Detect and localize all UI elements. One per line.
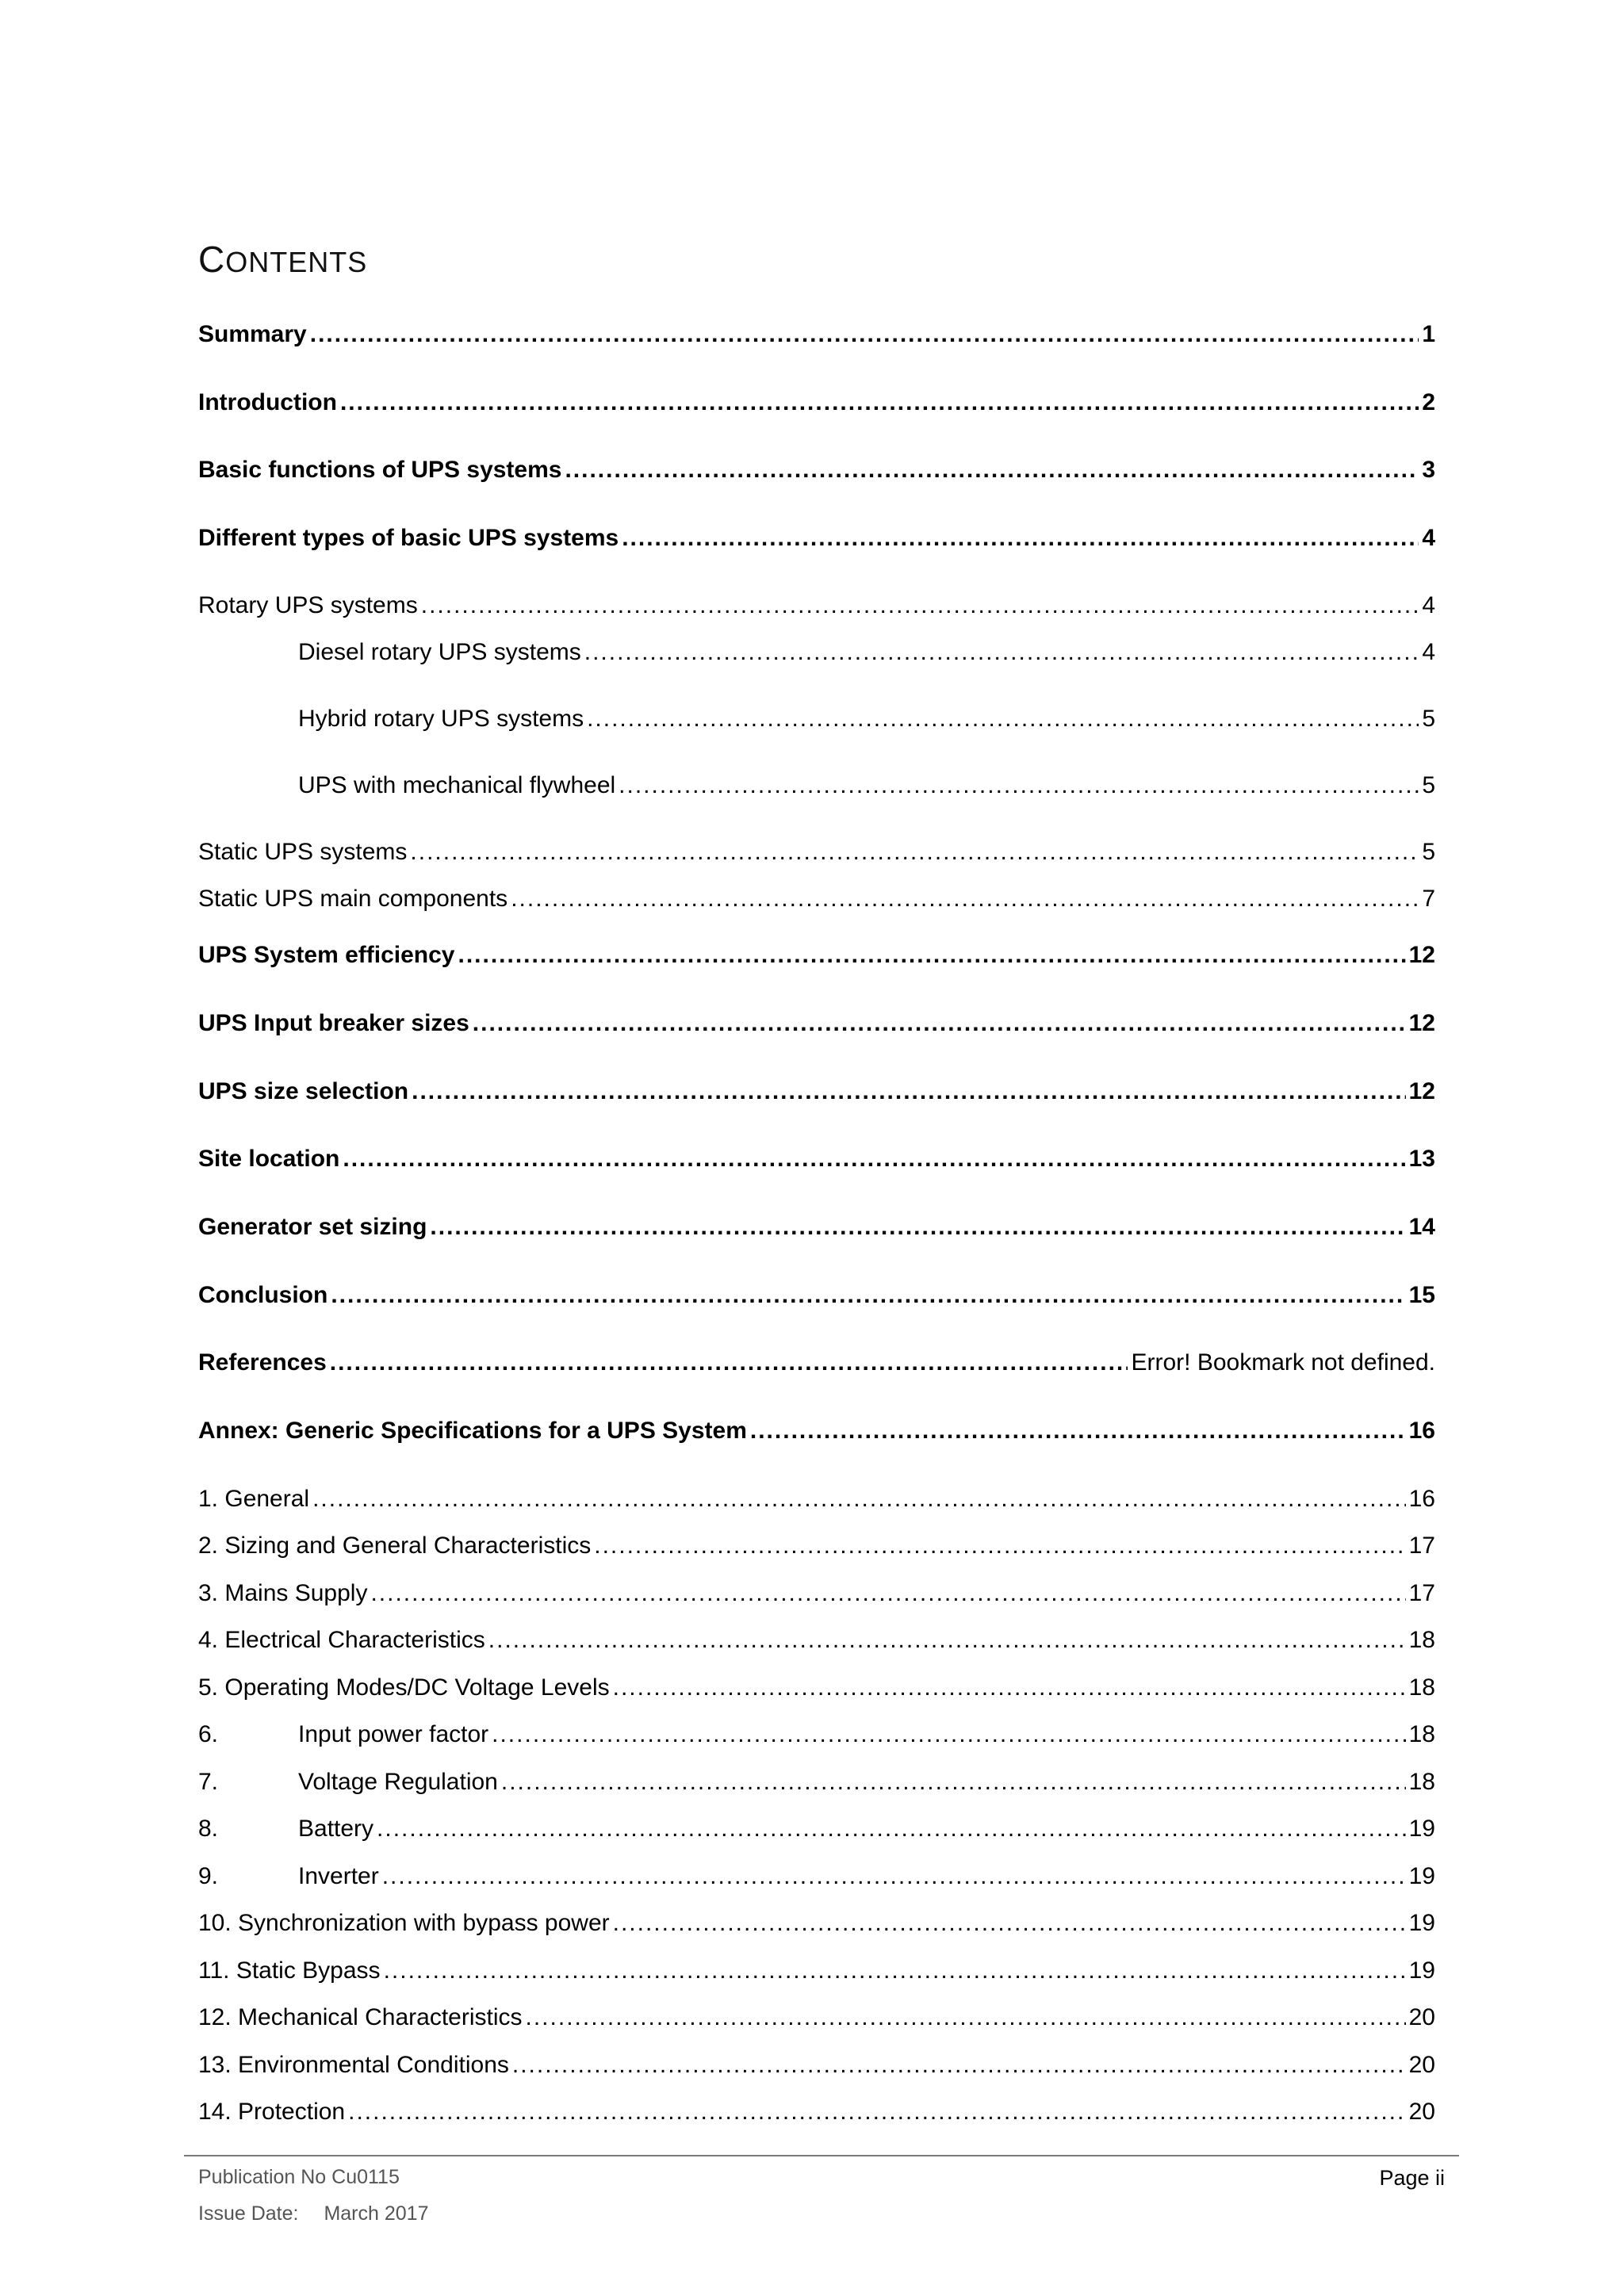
toc-dot-leader bbox=[587, 702, 1419, 737]
toc-entry-label: Different types of basic UPS systems bbox=[198, 525, 619, 551]
toc-dot-leader bbox=[750, 1414, 1406, 1448]
toc-entry-title bbox=[198, 1670, 610, 1705]
toc-entry[interactable] bbox=[198, 453, 1435, 488]
toc-entry[interactable] bbox=[198, 1345, 1435, 1380]
toc-entry-title bbox=[198, 1576, 367, 1611]
toc-entry[interactable] bbox=[198, 1859, 1435, 1894]
toc-entry-page: 18 bbox=[1408, 1627, 1435, 1653]
toc-entry-title bbox=[198, 1074, 408, 1109]
toc-entry[interactable] bbox=[198, 521, 1435, 556]
toc-entry-page: 4 bbox=[1422, 592, 1435, 618]
toc-entry[interactable] bbox=[198, 938, 1435, 973]
toc-entry-page: 18 bbox=[1408, 1674, 1435, 1701]
toc-entry-label: 3. Mains Supply bbox=[198, 1580, 368, 1606]
toc-entry[interactable] bbox=[198, 1482, 1435, 1517]
toc-entry[interactable] bbox=[198, 702, 1435, 737]
issue-date-value: March 2017 bbox=[324, 2202, 429, 2225]
toc-entry-title bbox=[198, 385, 337, 420]
toc-entry-page: 3 bbox=[1422, 457, 1435, 483]
toc-entry-label: 13. Environmental Conditions bbox=[198, 2052, 509, 2078]
toc-entry[interactable] bbox=[198, 385, 1435, 420]
toc-entry-page: 19 bbox=[1408, 1957, 1435, 1984]
toc-entry[interactable] bbox=[198, 1210, 1435, 1245]
toc-entry-label: Input power factor bbox=[298, 1721, 489, 1747]
toc-dot-leader bbox=[430, 1210, 1405, 1245]
toc-entry[interactable] bbox=[198, 1278, 1435, 1313]
toc-dot-leader bbox=[343, 1142, 1405, 1177]
toc-entry-page: 7 bbox=[1422, 886, 1435, 912]
toc-entry-title bbox=[198, 1812, 373, 1846]
page-number: Page ii bbox=[1379, 2166, 1445, 2190]
toc-entry-label: 10. Synchronization with bypass power bbox=[198, 1910, 610, 1936]
toc-entry-label: 2. Sizing and General Characteristics bbox=[198, 1533, 592, 1559]
toc-entry[interactable] bbox=[198, 1812, 1435, 1846]
toc-entry-label: Generator set sizing bbox=[198, 1214, 427, 1240]
toc-dot-leader bbox=[412, 1074, 1406, 1109]
toc-entry-label: UPS size selection bbox=[198, 1078, 409, 1104]
toc-dot-leader bbox=[382, 1859, 1406, 1894]
toc-entry-page: 19 bbox=[1408, 1863, 1435, 1889]
publication-number: Publication No Cu0115 bbox=[198, 2166, 400, 2188]
toc-dot-leader bbox=[310, 317, 1419, 352]
toc-entry-title bbox=[198, 2048, 509, 2083]
toc-entry-page: 20 bbox=[1408, 2099, 1435, 2125]
toc-entry-title bbox=[198, 2095, 345, 2130]
toc-dot-leader bbox=[370, 1576, 1405, 1611]
toc-entry-page: 5 bbox=[1422, 706, 1435, 732]
toc-entry-page: 1 bbox=[1422, 321, 1435, 347]
toc-entry-title bbox=[198, 1482, 309, 1517]
toc-dot-leader bbox=[492, 1717, 1405, 1752]
toc-entry-number: 8. bbox=[198, 1816, 219, 1842]
toc-entry-title bbox=[198, 521, 619, 556]
toc-entry-title bbox=[198, 1765, 498, 1800]
toc-entry-label: Diesel rotary UPS systems bbox=[298, 639, 581, 665]
issue-date bbox=[198, 2202, 428, 2225]
toc-entry-page: 13 bbox=[1408, 1146, 1435, 1172]
toc-dot-leader bbox=[622, 521, 1419, 556]
toc-entry-label: Introduction bbox=[198, 389, 337, 415]
toc-entry[interactable] bbox=[198, 2048, 1435, 2083]
toc-entry-page: 15 bbox=[1408, 1282, 1435, 1308]
toc-entry-label: 1. General bbox=[198, 1486, 310, 1512]
toc-entry-title bbox=[198, 635, 581, 670]
toc-dot-leader bbox=[421, 588, 1419, 623]
toc-entry-label: 4. Electrical Characteristics bbox=[198, 1627, 485, 1653]
toc-entry-page: 4 bbox=[1422, 639, 1435, 665]
toc-dot-leader bbox=[512, 2048, 1406, 2083]
toc-entry-page: 14 bbox=[1408, 1214, 1435, 1240]
toc-entry-title bbox=[198, 702, 584, 737]
toc-entry[interactable] bbox=[198, 635, 1435, 670]
toc-entry-title bbox=[198, 1623, 485, 1658]
toc-dot-leader bbox=[526, 2000, 1406, 2035]
toc-entry-title bbox=[198, 2000, 523, 2035]
toc-entry[interactable] bbox=[198, 1954, 1435, 1988]
toc-entry-title bbox=[198, 1345, 327, 1380]
toc-entry-title bbox=[198, 1859, 379, 1894]
issue-date-label: Issue Date: bbox=[198, 2202, 299, 2225]
toc-entry-label: Hybrid rotary UPS systems bbox=[298, 706, 584, 732]
toc-entry-label: Static UPS systems bbox=[198, 839, 408, 865]
footer-divider bbox=[184, 2155, 1459, 2156]
toc-entry[interactable] bbox=[198, 1529, 1435, 1563]
toc-entry-number: 6. bbox=[198, 1721, 219, 1747]
toc-dot-leader bbox=[613, 1906, 1406, 1941]
toc-entry[interactable] bbox=[198, 1576, 1435, 1611]
toc-entry-number: 9. bbox=[198, 1863, 219, 1889]
toc-dot-leader bbox=[312, 1482, 1406, 1517]
toc-dot-leader bbox=[584, 635, 1419, 670]
toc-entry-page: 5 bbox=[1422, 839, 1435, 865]
toc-dot-leader bbox=[348, 2095, 1406, 2130]
toc-entry[interactable] bbox=[198, 588, 1435, 623]
toc-entry-page: 18 bbox=[1408, 1721, 1435, 1747]
toc-entry-page: 20 bbox=[1408, 2004, 1435, 2030]
toc-entry-title bbox=[198, 588, 418, 623]
toc-entry-page: 12 bbox=[1408, 942, 1435, 968]
toc-entry-page: 17 bbox=[1408, 1533, 1435, 1559]
toc-entry-title bbox=[198, 1717, 488, 1752]
toc-dot-leader bbox=[473, 1006, 1406, 1041]
toc-dot-leader bbox=[384, 1954, 1406, 1988]
toc-entry[interactable] bbox=[198, 317, 1435, 352]
toc-entry-label: Voltage Regulation bbox=[298, 1769, 498, 1795]
toc-entry-label: References bbox=[198, 1349, 327, 1376]
toc-entry-page: 12 bbox=[1408, 1078, 1435, 1104]
toc-dot-leader bbox=[565, 453, 1419, 488]
toc-entry-label: Conclusion bbox=[198, 1282, 328, 1308]
toc-entry-label: Static UPS main components bbox=[198, 886, 508, 912]
toc-entry-page: 18 bbox=[1408, 1769, 1435, 1795]
toc-entry[interactable] bbox=[198, 835, 1435, 870]
toc-entry[interactable] bbox=[198, 1765, 1435, 1800]
toc-entry-page: 12 bbox=[1408, 1010, 1435, 1036]
toc-entry-title bbox=[198, 1414, 747, 1448]
toc-entry-title bbox=[198, 835, 407, 870]
toc-entry[interactable] bbox=[198, 1717, 1435, 1752]
toc-entry[interactable] bbox=[198, 768, 1435, 803]
toc-entry-label: Basic functions of UPS systems bbox=[198, 457, 562, 483]
toc-entry[interactable] bbox=[198, 882, 1435, 916]
toc-entry-label: 14. Protection bbox=[198, 2099, 346, 2125]
toc-entry[interactable] bbox=[198, 2000, 1435, 2035]
toc-entry-label: Battery bbox=[298, 1816, 374, 1842]
toc-entry-title bbox=[198, 1210, 427, 1245]
toc-entry[interactable] bbox=[198, 1142, 1435, 1177]
toc-entry-page: 19 bbox=[1408, 1816, 1435, 1842]
toc-entry-page: 17 bbox=[1408, 1580, 1435, 1606]
toc-entry-page: 20 bbox=[1408, 2052, 1435, 2078]
toc-entry-title bbox=[198, 1906, 610, 1941]
toc-dot-leader bbox=[613, 1670, 1406, 1705]
toc-entry-label: Site location bbox=[198, 1146, 340, 1172]
toc-entry-title bbox=[198, 453, 561, 488]
toc-dot-leader bbox=[501, 1765, 1406, 1800]
toc-entry-label: UPS System efficiency bbox=[198, 942, 455, 968]
toc-entry-label: Rotary UPS systems bbox=[198, 592, 418, 618]
toc-entry-page: 16 bbox=[1408, 1486, 1435, 1512]
toc-entry-label: UPS with mechanical flywheel bbox=[298, 772, 616, 798]
toc-entry-page: 4 bbox=[1422, 525, 1435, 551]
toc-dot-leader bbox=[340, 385, 1419, 420]
toc-dot-leader bbox=[331, 1278, 1405, 1313]
toc-entry-title bbox=[198, 1954, 381, 1988]
toc-dot-leader bbox=[594, 1529, 1405, 1563]
toc-entry-page: 2 bbox=[1422, 389, 1435, 415]
toc-entry[interactable] bbox=[198, 2095, 1435, 2130]
toc-entry[interactable] bbox=[198, 1006, 1435, 1041]
toc-entry-label: Annex: Generic Specifications for a UPS System bbox=[198, 1418, 747, 1444]
toc-entry-page: 16 bbox=[1408, 1418, 1435, 1444]
toc-entry-page: 19 bbox=[1408, 1910, 1435, 1936]
toc-entry-title bbox=[198, 317, 307, 352]
toc-entry[interactable] bbox=[198, 1670, 1435, 1705]
toc-entry-title bbox=[198, 938, 454, 973]
toc-entry-title bbox=[198, 1142, 339, 1177]
toc-entry-label: Inverter bbox=[298, 1863, 379, 1889]
toc-entry-label: 5. Operating Modes/DC Voltage Levels bbox=[198, 1674, 610, 1701]
toc-entry[interactable] bbox=[198, 1906, 1435, 1941]
toc-dot-leader bbox=[377, 1812, 1406, 1846]
toc-entry-title bbox=[198, 1006, 469, 1041]
toc-entry-number: 7. bbox=[198, 1769, 219, 1795]
contents-heading bbox=[198, 238, 367, 281]
toc-dot-leader bbox=[511, 882, 1419, 916]
toc-entry[interactable] bbox=[198, 1623, 1435, 1658]
toc-entry-title bbox=[198, 882, 508, 916]
toc-entry-title bbox=[198, 1278, 327, 1313]
toc-dot-leader bbox=[330, 1345, 1128, 1380]
toc-entry[interactable] bbox=[198, 1074, 1435, 1109]
toc-entry-page: Error! Bookmark not defined. bbox=[1131, 1349, 1435, 1376]
toc-entry-label: UPS Input breaker sizes bbox=[198, 1010, 469, 1036]
toc-dot-leader bbox=[619, 768, 1419, 803]
toc-entry-label: 12. Mechanical Characteristics bbox=[198, 2004, 523, 2030]
toc-dot-leader bbox=[488, 1623, 1406, 1658]
toc-entry-label: 11. Static Bypass bbox=[198, 1957, 381, 1984]
toc-entry[interactable] bbox=[198, 1414, 1435, 1448]
toc-entry-title bbox=[198, 768, 615, 803]
toc-entry-page: 5 bbox=[1422, 772, 1435, 798]
toc-entry-label: Summary bbox=[198, 321, 307, 347]
toc-dot-leader bbox=[458, 938, 1405, 973]
contents-heading-text: CONTENTS bbox=[198, 239, 368, 280]
toc-entry-title bbox=[198, 1529, 591, 1563]
toc-dot-leader bbox=[410, 835, 1419, 870]
